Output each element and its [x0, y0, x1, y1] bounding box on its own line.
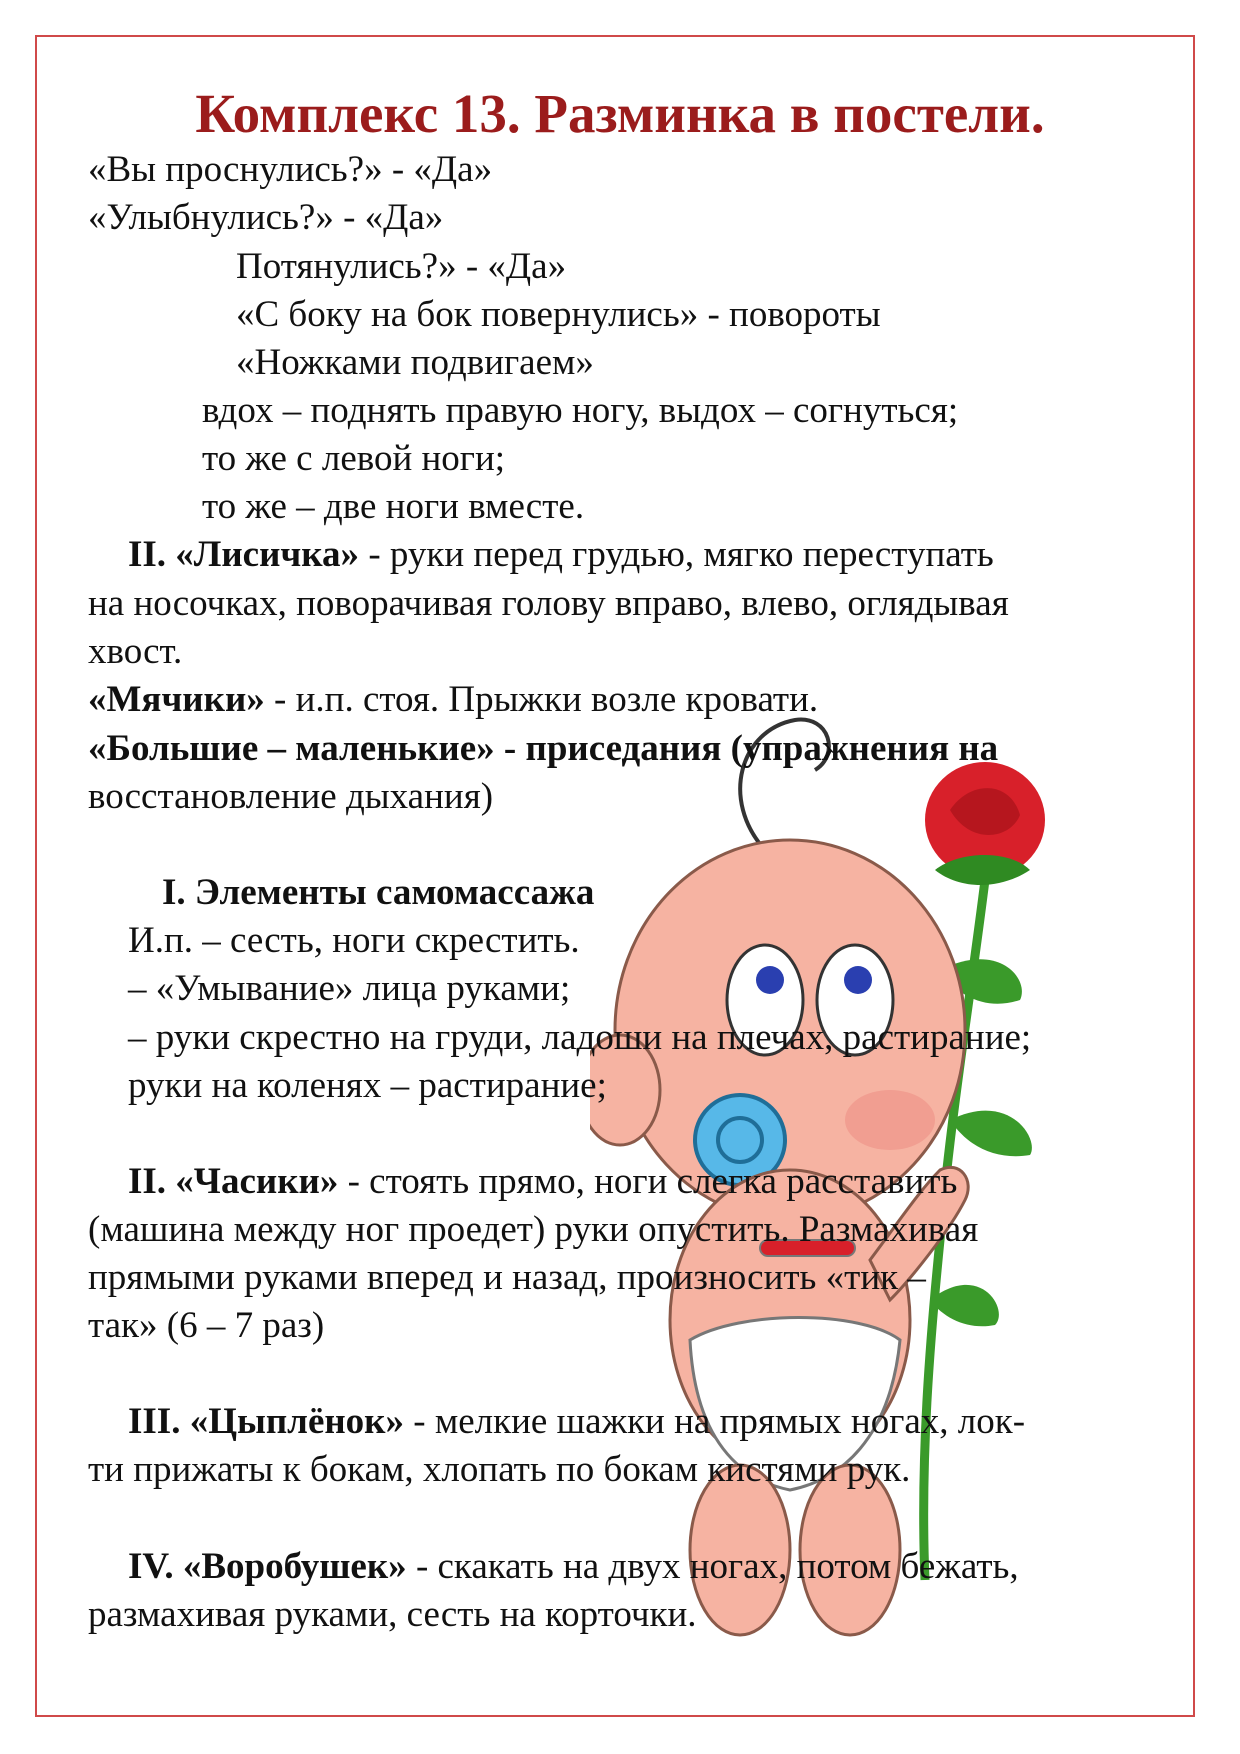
exercise-text: - стоять прямо, ноги слегка расставить — [338, 1161, 958, 1202]
exercise-text: восстановление дыхания) — [88, 776, 494, 817]
exercise-text: прямыми руками вперед и назад, произносить «тик – — [88, 1257, 926, 1298]
exercise-text: - скакать на двух ногах, потом бежать, — [406, 1546, 1019, 1587]
intro-line: то же с левой ноги; — [202, 438, 506, 479]
exercise-text: размахивая руками, сесть на корточки. — [88, 1594, 697, 1635]
rose-leaf — [950, 1111, 1032, 1157]
intro-line: «Улыбнулись?» - «Да» — [88, 197, 444, 238]
massage-line: руки на коленях – растирание; — [128, 1065, 607, 1106]
exercise-lisichka — [128, 531, 994, 579]
exercise-heading: IV. «Воробушек» — [128, 1546, 407, 1587]
massage-line: – руки скрестно на груди, ладоши на плечах, растирание; — [128, 1017, 1032, 1058]
exercise-heading: II. «Лисичка» — [128, 534, 360, 575]
intro-line: «Ножками подвигаем» — [236, 342, 594, 383]
exercise-myachiki — [88, 676, 818, 724]
intro-line: «С боку на бок повернулись» - повороты — [236, 294, 881, 335]
intro-line: то же – две ноги вместе. — [202, 486, 585, 527]
exercise-text: хвост. — [88, 631, 183, 672]
exercise-heading: III. «Цыплёнок» — [128, 1401, 405, 1442]
massage-line: – «Умывание» лица руками; — [128, 968, 571, 1009]
exercise-text: так» (6 – 7 раз) — [88, 1305, 325, 1346]
exercise-heading: «Большие – маленькие» - приседания (упражнения на — [88, 728, 999, 769]
massage-line: И.п. – сесть, ноги скрестить. — [128, 920, 580, 961]
exercise-text: - мелкие шажки на прямых ногах, лок- — [404, 1401, 1026, 1442]
exercise-text: - и.п. стоя. Прыжки возле кровати. — [264, 679, 819, 720]
section-heading-massage: I. Элементы самомассажа — [162, 872, 595, 913]
exercise-text: (машина между ног проедет) руки опустить. Размахивая — [88, 1209, 979, 1250]
exercise-text: - руки перед грудью, мягко переступать — [359, 534, 994, 575]
intro-line: вдох – поднять правую ногу, выдох – согнуться; — [202, 390, 959, 431]
exercise-tsyplenok — [128, 1398, 1025, 1446]
rose-leaf — [930, 1285, 999, 1326]
exercise-heading: «Мячики» — [88, 679, 265, 720]
exercise-text: ти прижаты к бокам, хлопать по бокам кистями рук. — [88, 1449, 911, 1490]
page-title: Комплекс 13. Разминка в постели. — [195, 83, 1045, 144]
exercise-chasiki — [128, 1158, 957, 1206]
exercise-vorobushek — [128, 1543, 1019, 1591]
intro-line: Потянулись?» - «Да» — [236, 246, 567, 287]
exercise-text: на носочках, поворачивая голову вправо, влево, оглядывая — [88, 583, 1009, 624]
exercise-heading: II. «Часики» — [128, 1161, 339, 1202]
intro-line: «Вы проснулись?» - «Да» — [88, 149, 493, 190]
